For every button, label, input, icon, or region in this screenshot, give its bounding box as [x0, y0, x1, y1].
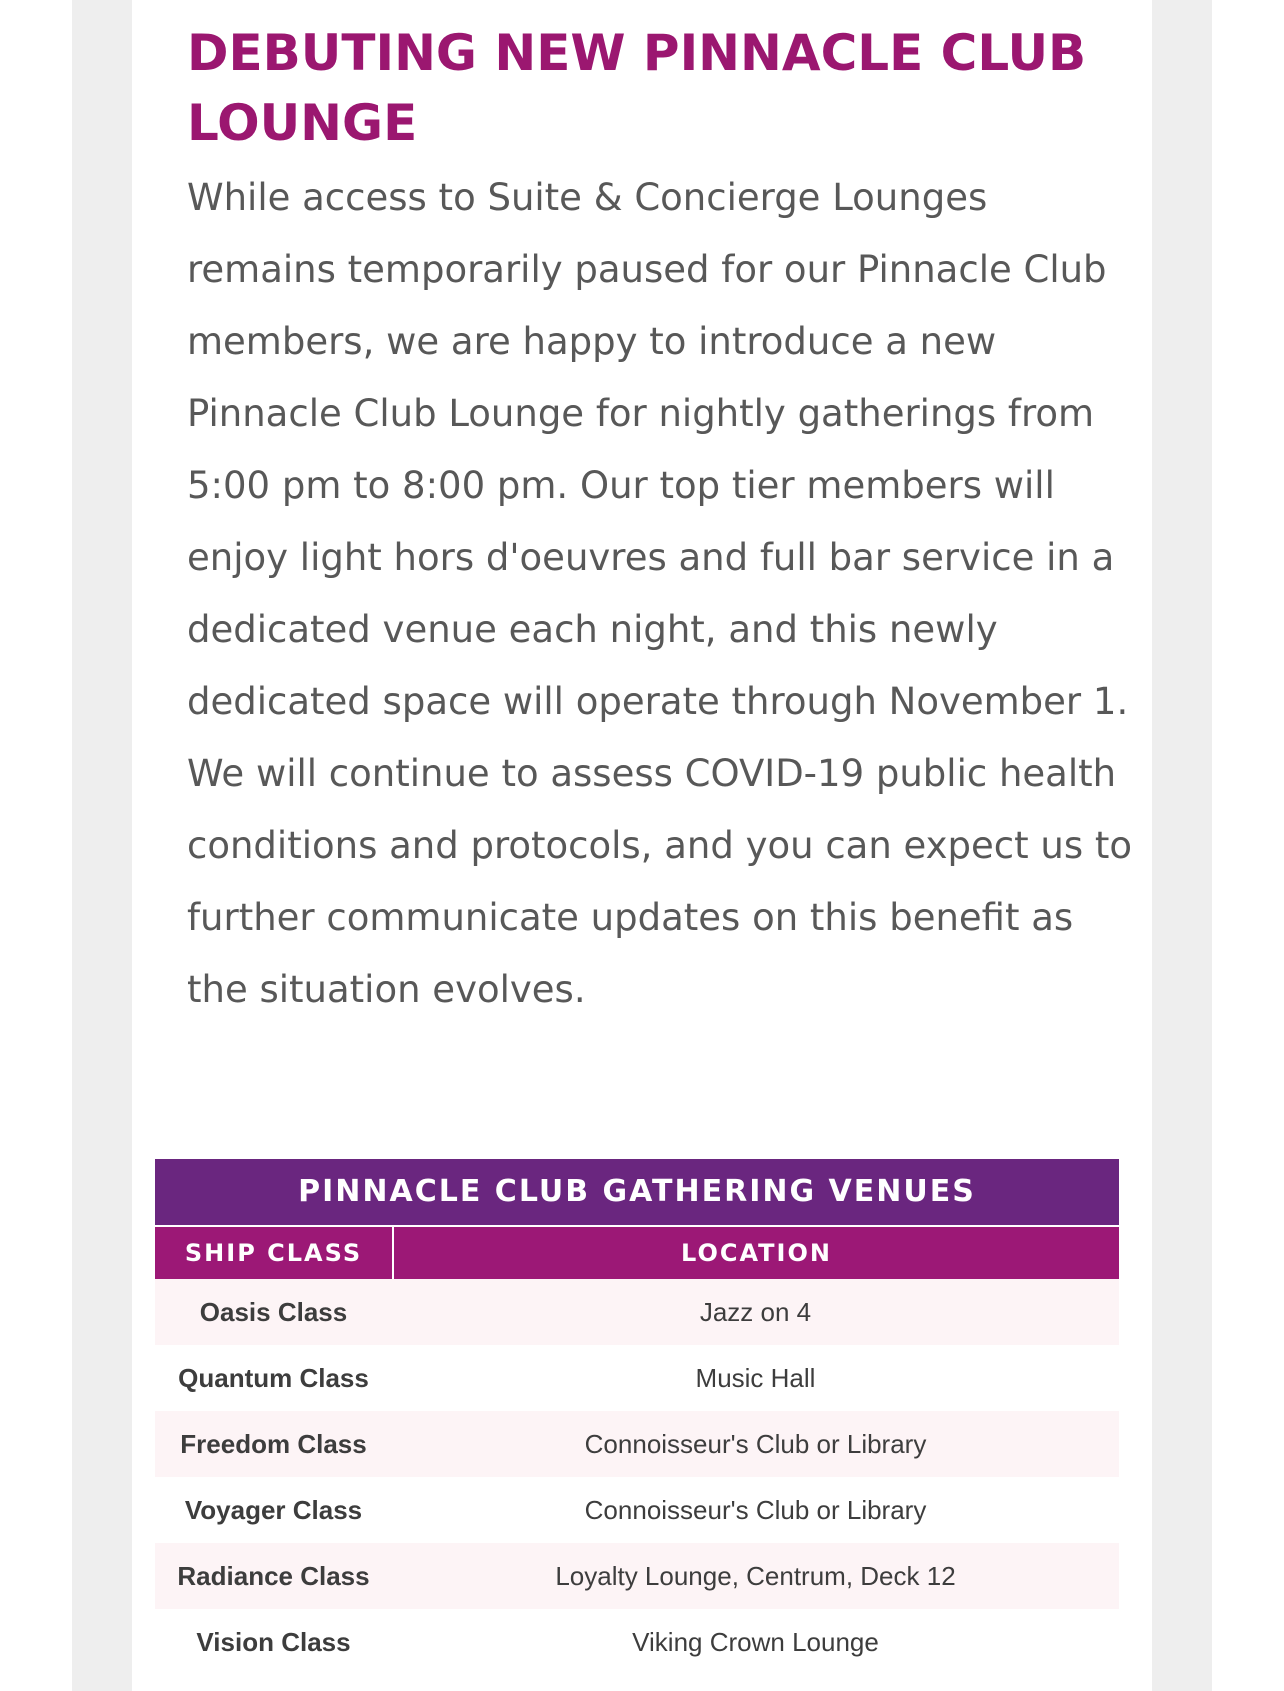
ship-class-cell: Quantum Class	[178, 1363, 369, 1393]
location-cell: Jazz on 4	[699, 1297, 812, 1327]
table-row	[155, 1345, 1119, 1411]
location-cell: Connoisseur's Club or Library	[584, 1495, 927, 1525]
venues-table-body	[155, 1279, 1119, 1675]
table-row	[155, 1609, 1119, 1675]
location-cell: Connoisseur's Club or Library	[584, 1429, 927, 1459]
table-row	[155, 1411, 1119, 1477]
article-title: DEBUTING NEW PINNACLE CLUB LOUNGE	[187, 24, 1087, 152]
venues-table-title: PINNACLE CLUB GATHERING VENUES	[155, 1159, 1119, 1227]
right-margin-band	[1152, 0, 1212, 1691]
table-row	[155, 1477, 1119, 1543]
venues-table-header-row	[155, 1227, 1119, 1279]
venues-table	[155, 1159, 1119, 1675]
ship-class-cell: Freedom Class	[180, 1429, 367, 1459]
ship-class-header: SHIP CLASS	[155, 1227, 394, 1279]
table-row	[155, 1279, 1119, 1345]
location-header: LOCATION	[681, 1239, 832, 1267]
ship-class-cell: Vision Class	[196, 1627, 351, 1657]
location-cell: Loyalty Lounge, Centrum, Deck 12	[555, 1561, 956, 1591]
ship-class-cell: Radiance Class	[177, 1561, 370, 1591]
location-cell: Music Hall	[695, 1363, 816, 1393]
email-content	[132, 0, 1152, 1691]
location-cell: Viking Crown Lounge	[632, 1627, 879, 1657]
ship-class-cell: Oasis Class	[199, 1297, 348, 1327]
left-margin-band	[72, 0, 132, 1691]
article-body: While access to Suite & Concierge Lounges remains temporarily paused for our Pinnacle Club members, we are happy to introduce a new Pinnacle Club Lounge for nightly gatherings from 5:00 pm to 8:00 pm. Our top tier members will enjoy light hors d'oeuvres and full bar service in a dedicated venue each night, and this newly dedicated space will operate through November 1. We will continue to assess COVID-19 public health conditions and protocols, and you can expect us to further communicate updates on this benefit as the situation evolves.	[187, 176, 1133, 1011]
ship-class-cell: Voyager Class	[184, 1495, 363, 1525]
table-row	[155, 1543, 1119, 1609]
